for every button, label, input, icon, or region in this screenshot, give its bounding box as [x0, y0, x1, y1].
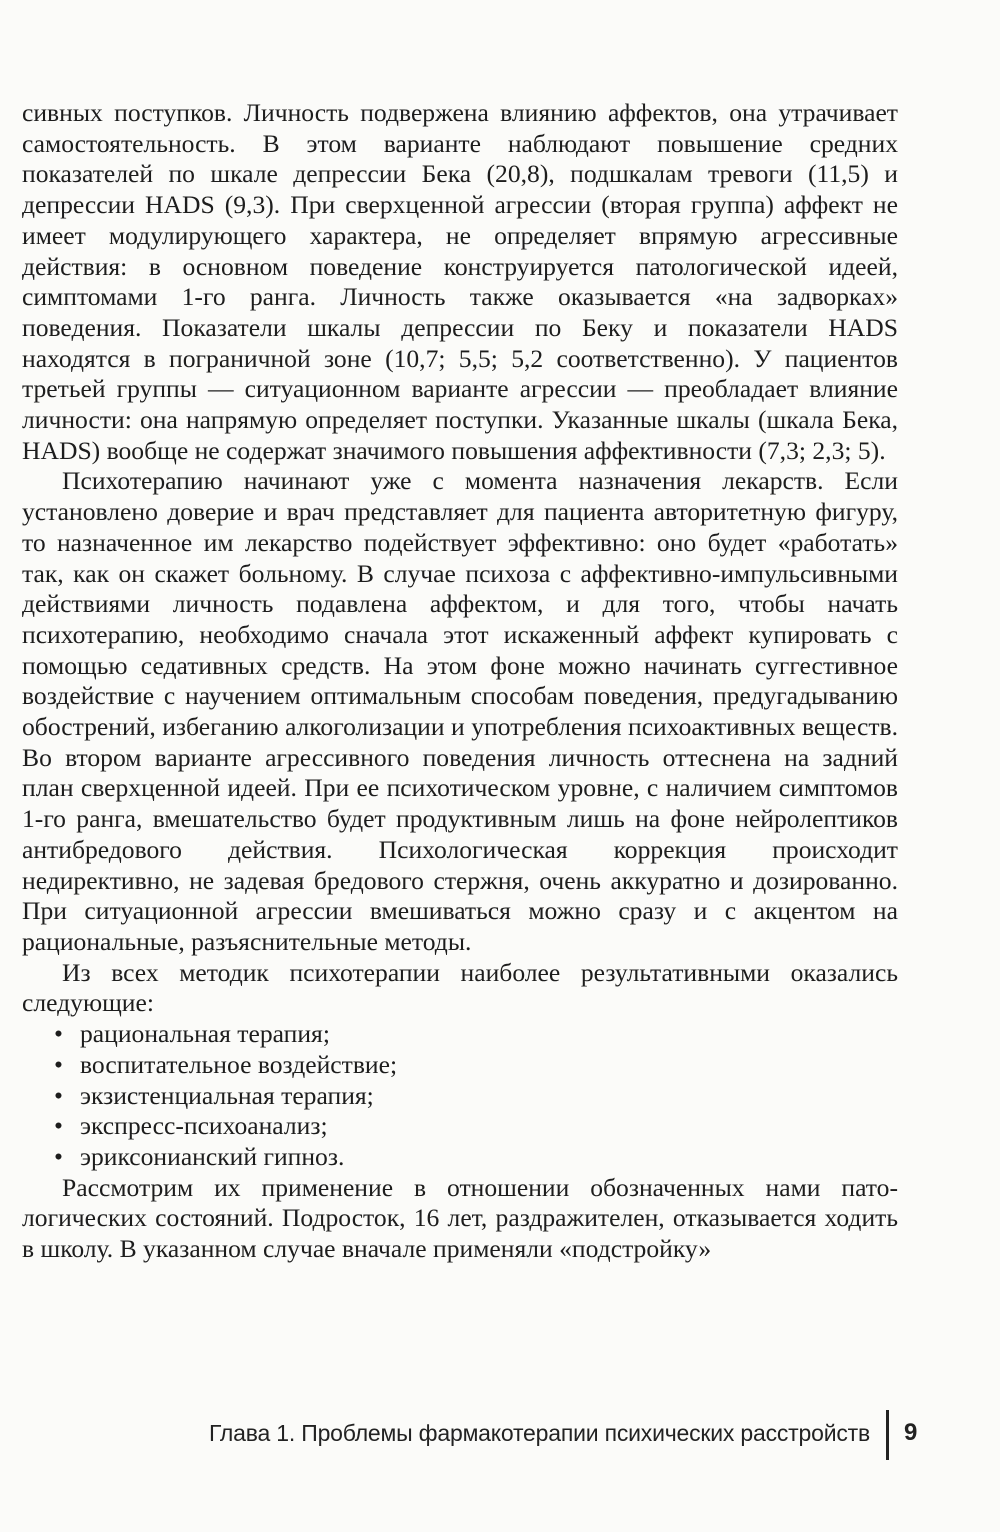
- list-item: • экзистенциальная терапия;: [22, 1081, 898, 1112]
- methods-list: [22, 1019, 898, 1173]
- page-number: 9: [904, 1419, 918, 1446]
- list-item: • экспресс-психоанализ;: [22, 1111, 898, 1142]
- body-text: [22, 98, 898, 1265]
- list-item: • воспитательное воздействие;: [22, 1050, 898, 1081]
- paragraph-psychotherapy: Психотерапию начинают уже с момента назначения лекарств. Если установлено доверие и врач представляет для пациента авторитетную фигуру, то назначенное им лекарство подействует эффективно: оно будет «работать» так, как он скажет больному. В случае психоза с аффективно-импульсивными действиями личность подавлена аффектом, и для того, чтобы начать психотерапию, необходимо сначала этот искаженный аффект купировать с помощью седативных средств. На этом фоне можно начинать суггестивное воздействие с научением оптимальным способам поведения, предугадыванию обострений, избеганию алкоголизации и употребления психоактивных веществ. Во втором варианте агрессивного поведения личность оттеснена на задний план сверхценной идеей. При ее психотическом уровне, с наличием симптомов 1-го ранга, вмешательство будет продуктивным лишь на фоне нейролептиков антибредового действия. Психологическая коррекция происходит недирективно, не задевая бредового стержня, очень аккуратно и дозированно. При ситуационной агрессии вмешиваться можно сразу и с акцентом на рациональные, разъяснительные методы.: [22, 466, 898, 956]
- paragraph-case: Рассмотрим их применение в отношении обозначенных нами патологических состояний. Подросток, 16 лет, раздражителен, отказывается ходить в школу. В указанном случае вначале применяли «подстройку»: [22, 1172, 898, 1264]
- paragraph-methods-intro: Из всех методик психотерапии наиболее результативными оказались следующие:: [22, 957, 898, 1018]
- page-footer: [0, 1410, 1000, 1460]
- list-item: • эриксонианский гипноз.: [22, 1142, 898, 1173]
- running-title: Глава 1. Проблемы фармакотерапии психических расстройств: [208, 1420, 870, 1446]
- footer-divider: [886, 1410, 889, 1460]
- list-item: • рациональная терапия;: [22, 1019, 898, 1050]
- paragraph-continuation: сивных поступков. Личность подвержена влиянию аффектов, она утрачивает самостоятельность. В этом варианте наблюдают повышение средних показателей по шкале депрессии Бека (20,8), подшкалам тревоги (11,5) и депрессии HADS (9,3). При сверхценной агрессии (вторая группа) аффект не имеет модулирующего характера, не определяет впрямую агрессивные действия: в основном поведение конструируется патологической идеей, симптомами 1-го ранга. Личность также оказывается «на задворках» поведения. Показатели шкалы депрессии по Беку и показатели HADS находятся в пограничной зоне (10,7; 5,5; 5,2 соответственно). У пациентов третьей группы — ситуационном варианте агрессии — преобладает влияние личности: она напрямую определяет поступки. Указанные шкалы (шкала Бека, HADS) вообще не содержат значимого повышения аффективности (7,3; 2,3; 5).: [22, 98, 898, 465]
